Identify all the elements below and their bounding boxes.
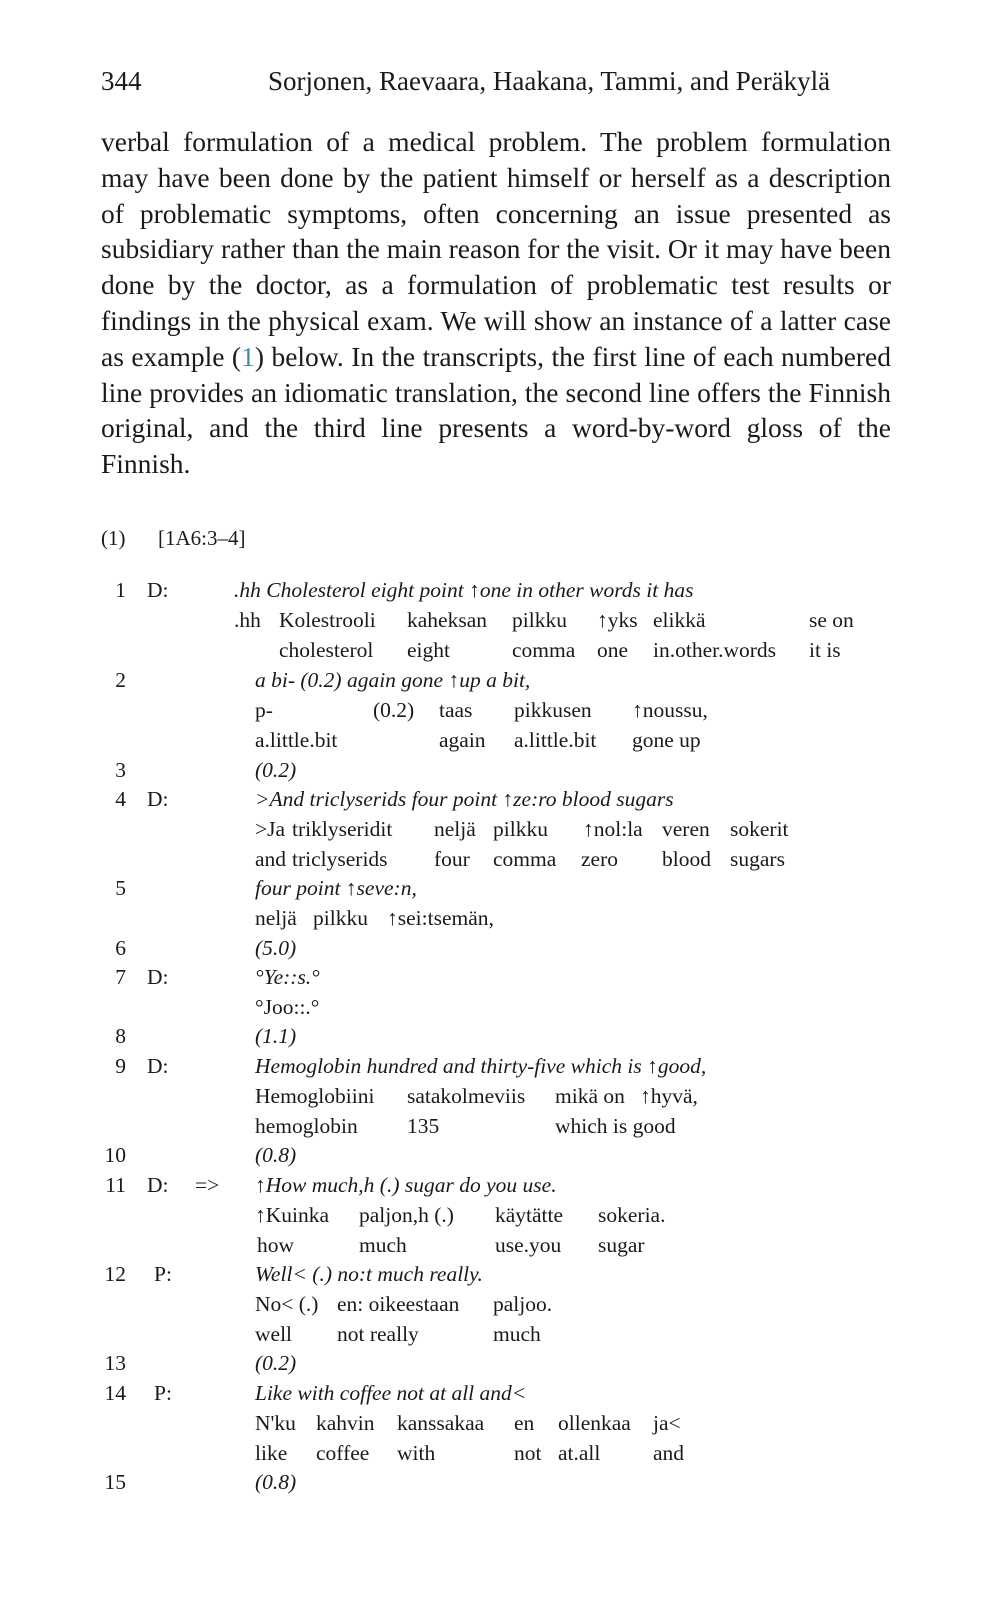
speaker-label: D: bbox=[147, 787, 169, 811]
finnish-word: pilkku bbox=[313, 906, 368, 930]
finnish-word: Hemoglobiini bbox=[255, 1084, 375, 1108]
translation-line: Hemoglobin hundred and thirty-five which is ↑good, bbox=[255, 1054, 707, 1078]
finnish-word: triklyseridit bbox=[292, 817, 393, 841]
translation-line: Like with coffee not at all and< bbox=[255, 1381, 527, 1405]
speaker-label: D: bbox=[147, 1054, 169, 1078]
finnish-word: ja< bbox=[653, 1411, 681, 1435]
gloss-word: well bbox=[255, 1322, 293, 1346]
line-number: 12 bbox=[104, 1262, 126, 1286]
example-code: [1A6:3–4] bbox=[158, 526, 246, 550]
gloss-word: sugar bbox=[598, 1233, 645, 1257]
line-number: 5 bbox=[115, 876, 126, 900]
translation-line: a bi- (0.2) again gone ↑up a bit, bbox=[255, 668, 531, 692]
finnish-word: (0.2) bbox=[373, 698, 415, 722]
line-number: 13 bbox=[104, 1351, 126, 1375]
finnish-word: ↑noussu, bbox=[632, 698, 708, 722]
finnish-word: paljon,h (.) bbox=[359, 1203, 454, 1227]
gloss-word: a.little.bit bbox=[514, 728, 597, 752]
speaker-label: D: bbox=[147, 965, 169, 989]
line-number: 7 bbox=[115, 965, 126, 989]
line-number: 2 bbox=[115, 668, 126, 692]
body-paragraph bbox=[101, 124, 891, 482]
gloss-word: and bbox=[255, 847, 287, 871]
translation-line: .hh Cholesterol eight point ↑one in other words it has bbox=[234, 578, 694, 602]
translation-line: (0.2) bbox=[255, 758, 297, 782]
example-number: (1) bbox=[101, 526, 126, 550]
finnish-word: p- bbox=[255, 698, 273, 722]
translation-line: ↑How much,h (.) sugar do you use. bbox=[255, 1173, 557, 1197]
finnish-word: se on bbox=[809, 608, 854, 632]
finnish-word: pilkku bbox=[512, 608, 567, 632]
finnish-word: kahvin bbox=[316, 1411, 375, 1435]
gloss-word: coffee bbox=[316, 1441, 370, 1465]
example-reference-link[interactable]: 1 bbox=[241, 340, 255, 372]
speaker-label: P: bbox=[154, 1262, 172, 1286]
gloss-word: a.little.bit bbox=[255, 728, 338, 752]
translation-line: four point ↑seve:n, bbox=[255, 876, 417, 900]
gloss-word: and bbox=[653, 1441, 685, 1465]
finnish-word: ↑hyvä, bbox=[640, 1084, 698, 1108]
speaker-label: D: bbox=[147, 578, 169, 602]
translation-line: >And triclyserids four point ↑ze:ro blood sugars bbox=[255, 787, 674, 811]
finnish-word: käytätte bbox=[495, 1203, 564, 1227]
translation-line: (0.2) bbox=[255, 1351, 297, 1375]
gloss-word: at.all bbox=[558, 1441, 601, 1465]
finnish-word: kaheksan bbox=[407, 608, 487, 632]
gloss-word: how bbox=[257, 1233, 295, 1257]
gloss-word: zero bbox=[581, 847, 618, 871]
finnish-word: elikkä bbox=[653, 608, 706, 632]
gloss-word: sugars bbox=[730, 847, 785, 871]
speaker-label: P: bbox=[154, 1381, 172, 1405]
line-number: 4 bbox=[115, 787, 126, 811]
gloss-word: triclyserids bbox=[292, 847, 388, 871]
focus-arrow: => bbox=[195, 1173, 220, 1197]
gloss-word: much bbox=[359, 1233, 407, 1257]
finnish-word: No< (.) bbox=[255, 1292, 319, 1316]
gloss-word: one bbox=[597, 638, 629, 662]
gloss-word: again bbox=[439, 728, 486, 752]
gloss-word: with bbox=[397, 1441, 436, 1465]
translation-line: (1.1) bbox=[255, 1024, 297, 1048]
finnish-word: en: oikeestaan bbox=[337, 1292, 460, 1316]
finnish-word: ↑nol:la bbox=[583, 817, 643, 841]
gloss-word: cholesterol bbox=[279, 638, 374, 662]
finnish-word: mikä on bbox=[555, 1084, 625, 1108]
finnish-word: veren bbox=[662, 817, 710, 841]
translation-line: Well< (.) no:t much really. bbox=[255, 1262, 483, 1286]
finnish-word: sokeria. bbox=[598, 1203, 666, 1227]
finnish-word: N'ku bbox=[255, 1411, 296, 1435]
gloss-word: four bbox=[434, 847, 470, 871]
finnish-word: neljä bbox=[255, 906, 297, 930]
gloss-word: much bbox=[493, 1322, 541, 1346]
finnish-word: ↑yks bbox=[597, 608, 638, 632]
gloss-word: comma bbox=[512, 638, 576, 662]
gloss-word: gone up bbox=[632, 728, 701, 752]
gloss-word: hemoglobin bbox=[255, 1114, 358, 1138]
finnish-word: neljä bbox=[434, 817, 476, 841]
gloss-word: which is good bbox=[555, 1114, 676, 1138]
finnish-word: Kolestrooli bbox=[279, 608, 376, 632]
gloss-word: not really bbox=[337, 1322, 419, 1346]
speaker-label: D: bbox=[147, 1173, 169, 1197]
finnish-word: pilkku bbox=[493, 817, 548, 841]
finnish-word: ollenkaa bbox=[558, 1411, 631, 1435]
line-number: 6 bbox=[115, 936, 126, 960]
line-number: 15 bbox=[104, 1470, 126, 1494]
line-number: 14 bbox=[104, 1381, 126, 1405]
finnish-word: kanssakaa bbox=[397, 1411, 485, 1435]
finnish-word: >Ja bbox=[255, 817, 286, 841]
gloss-word: in.other.words bbox=[653, 638, 777, 662]
finnish-word: ↑sei:tsemän, bbox=[387, 906, 494, 930]
running-head: Sorjonen, Raevaara, Haakana, Tammi, and Peräkylä bbox=[268, 66, 831, 96]
finnish-word: taas bbox=[439, 698, 473, 722]
line-number: 11 bbox=[105, 1173, 126, 1197]
translation-line: (0.8) bbox=[255, 1470, 297, 1494]
line-number: 9 bbox=[115, 1054, 126, 1078]
gloss-word: 135 bbox=[407, 1114, 440, 1138]
line-number: 10 bbox=[104, 1143, 126, 1167]
translation-line: (0.8) bbox=[255, 1143, 297, 1167]
gloss-word: not bbox=[514, 1441, 542, 1465]
finnish-word: ↑Kuinka bbox=[255, 1203, 330, 1227]
page-number: 344 bbox=[101, 66, 142, 96]
paragraph-text-after: ) below. In the transcripts, the first line of each numbered line provides an idiomatic translation, the second line offers the Finnish original, and the third line presents a word-by-word gloss of the Finnish. bbox=[101, 340, 892, 480]
gloss-word: like bbox=[255, 1441, 288, 1465]
gloss-word: it is bbox=[809, 638, 841, 662]
gloss-word: use.you bbox=[495, 1233, 562, 1257]
finnish-word: pikkusen bbox=[514, 698, 592, 722]
gloss-word: eight bbox=[407, 638, 450, 662]
finnish-word: sokerit bbox=[730, 817, 789, 841]
finnish-word: en bbox=[514, 1411, 535, 1435]
gloss-word: blood bbox=[662, 847, 711, 871]
paragraph-text-before: verbal formulation of a medical problem. The problem formulation may have been done by the patient himself or herself as a description of problematic symptoms, often concerning an issue presented as subsidiary rather than the main reason for the visit. Or it may have been done by the doctor, as a formulation of problematic test results or findings in the physical exam. We will show an instance of a latter case as example ( bbox=[101, 126, 891, 372]
finnish-word: satakolmeviis bbox=[407, 1084, 526, 1108]
line-number: 8 bbox=[115, 1024, 126, 1048]
gloss-word: comma bbox=[493, 847, 557, 871]
finnish-word: paljoo. bbox=[493, 1292, 553, 1316]
line-number: 3 bbox=[115, 758, 126, 782]
translation-line: °Ye::s.° bbox=[255, 965, 320, 989]
finnish-word: .hh bbox=[234, 608, 261, 632]
translation-line: (5.0) bbox=[255, 936, 297, 960]
line-number: 1 bbox=[115, 578, 126, 602]
finnish-word: °Joo::.° bbox=[255, 995, 320, 1019]
